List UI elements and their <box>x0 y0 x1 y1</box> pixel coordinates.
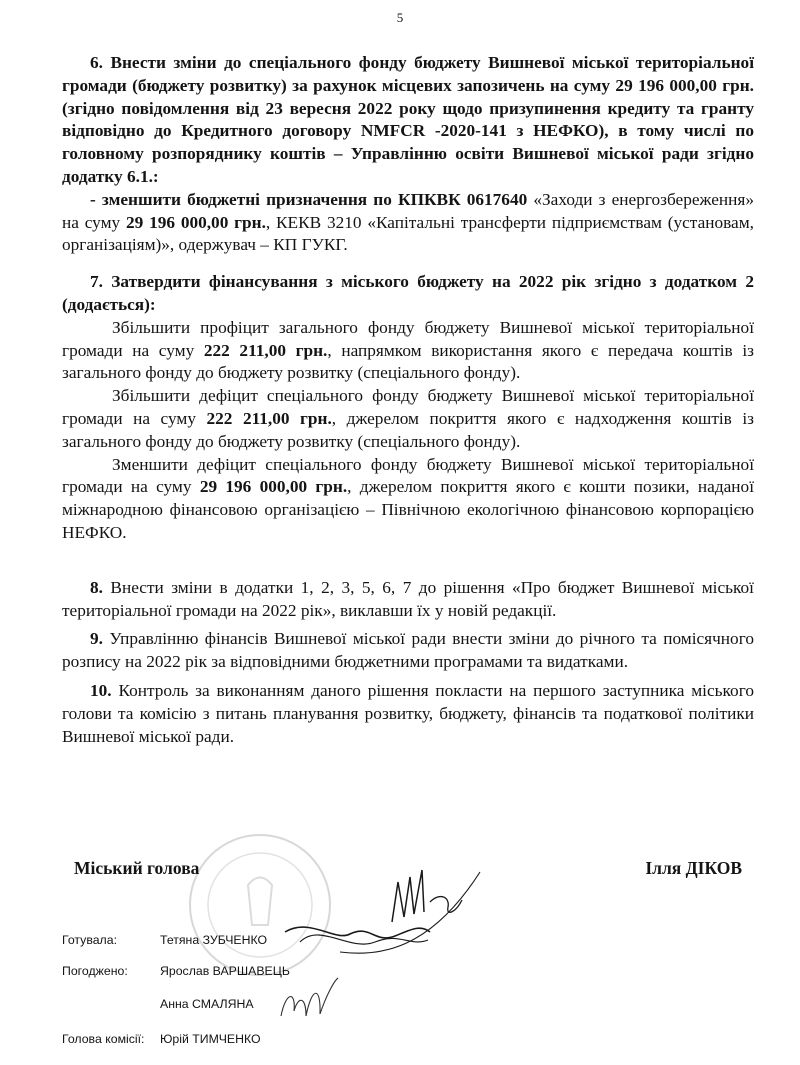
item-10-number: 10. <box>90 680 112 700</box>
agreed-name-1: Ярослав ВАРШАВЕЦЬ <box>160 964 290 978</box>
item-7-text: Затвердити фінансування з міського бюджету на 2022 рік згідно з додатком 2 (додається): <box>62 272 754 314</box>
item-7-number: 7. <box>90 272 103 292</box>
committee-name: Юрій ТИМЧЕНКО <box>160 1032 261 1046</box>
item-10-text: Контроль за виконанням даного рішення покласти на першого заступника міського голови та комісію з питань планування розвитку, бюджету, фінансів та податкової політики Вишневої міської ради. <box>62 680 754 746</box>
item-9 <box>62 628 754 674</box>
item-6 <box>62 52 754 189</box>
item-8-text: Внести зміни в додатки 1, 2, 3, 5, 6, 7 до рішення «Про бюджет Вишневої міської територіальної громади на 2022 рік», виклавши їх у новій редакції. <box>62 577 754 620</box>
item-6-subitem <box>62 189 754 257</box>
para-a-text-1: Збільшити профіцит загального фонду бюджету Вишневої міської територіальної громади на суму <box>62 317 754 360</box>
para-b-amount: 222 211,00 грн. <box>206 408 332 428</box>
para-b-text-2: , джерелом покриття якого є надходження коштів із загального фонду до бюджету розвитку (спеціального фонду). <box>62 408 754 451</box>
item-10 <box>62 680 754 748</box>
item-6-text: Внести зміни до спеціального фонду бюджету Вишневої міської територіальної громади (бюджету розвитку) за рахунок місцевих запозичень на суму 29 196 000,00 грн. (згідно повідомлення від 23 вересня 2022 року щодо призупинення кредиту та гранту відповідно до Кредитного договору NMFCR -2020-141 з НЕФКО), в тому числі по головному розпоряднику коштів – Управлінню освіти Вишневої міської ради згідно додатку 6.1.: <box>62 53 754 186</box>
para-a-text-2: , напрямком використання якого є передача коштів із загального фонду до бюджету розвитку (спеціального фонду). <box>62 340 754 383</box>
para-a-amount: 222 211,00 грн. <box>203 340 328 360</box>
prepared-label: Готувала: <box>62 933 117 947</box>
para-c-amount: 29 196 000,00 грн. <box>199 477 348 497</box>
decision-body <box>62 52 754 748</box>
item-7 <box>62 271 754 317</box>
page-number: 5 <box>396 10 404 25</box>
para-c-text-2: , джерелом покриття якого є кошти позики, наданої міжнародною фінансовою організацією – Північною екологічною фінансовою корпорацією НЕФКО. <box>62 477 754 542</box>
signatory-role: Міський голова <box>74 858 200 878</box>
committee-label: Голова комісії: <box>62 1032 145 1046</box>
agreed-label: Погоджено: <box>62 964 128 978</box>
signatory-name: Ілля ДІКОВ <box>645 858 742 878</box>
item-8-number: 8. <box>90 577 103 597</box>
para-c-text-1: Зменшити дефіцит спеціального фонду бюджету Вишневої міської територіальної громади на суму <box>62 454 754 497</box>
item-9-number: 9. <box>90 629 103 649</box>
subitem-text-1: «Заходи з енергозбереження» на суму <box>62 189 754 232</box>
approval-signature-icon <box>276 976 346 1026</box>
item-7-paragraph-a <box>62 317 754 385</box>
item-7-paragraph-b <box>62 385 754 453</box>
para-b-text-1: Збільшити дефіцит спеціального фонду бюджету Вишневої міської територіальної громади на суму <box>62 386 754 428</box>
subitem-reduce-label: - зменшити бюджетні призначення по КПКВК 0617640 <box>90 189 528 209</box>
item-7-paragraph-c <box>62 454 754 545</box>
prepared-name: Тетяна ЗУБЧЕНКО <box>160 933 268 947</box>
mayor-signature-icon <box>280 862 500 962</box>
item-8 <box>62 577 754 623</box>
agreed-name-2: Анна СМАЛЯНА <box>160 997 254 1011</box>
subitem-text-2: , КЕКВ 3210 «Капітальні трансферти підприємствам (установам, організаціям)», одержувач – КП ГУКГ. <box>62 212 754 255</box>
item-6-number: 6. <box>90 53 103 72</box>
subitem-amount: 29 196 000,00 грн. <box>125 212 266 232</box>
item-9-text: Управлінню фінансів Вишневої міської ради внести зміни до річного та помісячного розпису на 2022 рік за відповідними бюджетними програмами та видатками. <box>62 629 754 672</box>
